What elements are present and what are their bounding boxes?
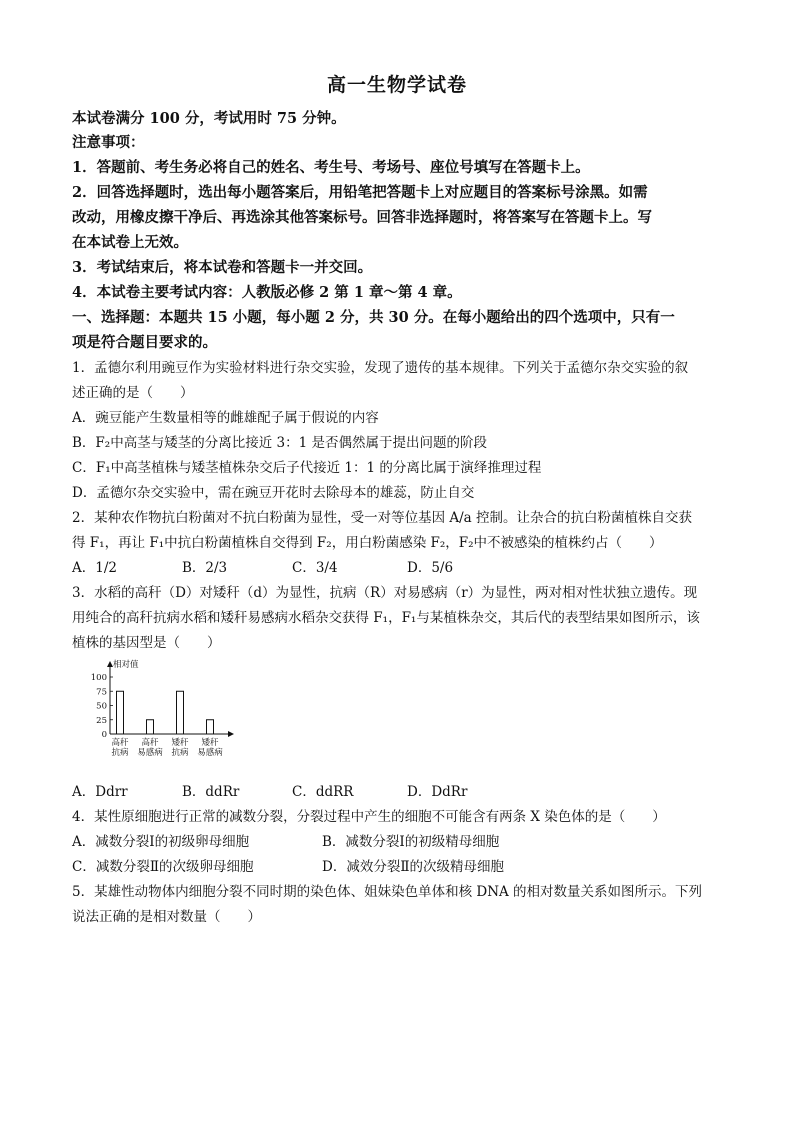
y-tick-label: 0 [101, 730, 107, 740]
bar [207, 720, 214, 734]
q3-stem-3: 植株的基因型是（ ） [72, 635, 221, 651]
x-tick-label: 抗病 [111, 748, 129, 758]
x-axis-arrow [228, 731, 234, 737]
y-tick-label: 100 [90, 673, 107, 683]
q2-option-a: A．1/2 [72, 560, 117, 576]
q2-option-b: B．2/3 [182, 560, 228, 576]
q1-option-c: C．F₁中高茎植株与矮茎植株杂交后子代接近 1：1 的分离比属于演绎推理过程 [72, 460, 542, 476]
x-tick-label: 抗病 [171, 748, 189, 758]
q4-option-c: C．减数分裂Ⅱ的次级卵母细胞 [72, 859, 254, 875]
y-tick-label: 25 [96, 715, 107, 726]
q1-stem-2: 述正确的是（ ） [72, 385, 194, 401]
q3-bar-chart [78, 655, 248, 770]
q3-stem-1: 3．水稻的高秆（D）对矮秆（d）为显性，抗病（R）对易感病（r）为显性，两对相对性状独立遗传。现 [72, 585, 698, 601]
x-tick-label: 高秆 [111, 738, 129, 748]
q4-option-a: A．减数分裂Ⅰ的初级卵母细胞 [72, 834, 250, 850]
notice-heading: 注意事项： [72, 134, 145, 151]
section-heading-cont: 项是符合题目要求的。 [72, 334, 217, 351]
x-tick-label: 易感病 [137, 748, 163, 758]
q1-option-a: A．豌豆能产生数量相等的雌雄配子属于假说的内容 [72, 410, 379, 426]
q1-option-b: B．F₂中高茎与矮茎的分离比接近 3：1 是否偶然属于提出问题的阶段 [72, 435, 487, 451]
x-tick-label: 矮秆 [171, 738, 189, 748]
q3-option-d: D．DdRr [407, 784, 468, 800]
x-tick-label: 矮秆 [201, 738, 219, 748]
q2-option-c: C．3/4 [292, 560, 338, 576]
notice-item-2-cont: 改动，用橡皮擦干净后、再选涂其他答案标号。回答非选择题时，将答案写在答题卡上。写 [72, 209, 652, 226]
q1-option-d: D．孟德尔杂交实验中，需在豌豆开花时去除母本的雄蕊，防止自交 [72, 485, 475, 501]
x-tick-label: 易感病 [197, 748, 223, 758]
section-heading: 一、选择题：本题共 15 小题，每小题 2 分，共 30 分。在每小题给出的四个选项中，只有一 [72, 309, 675, 326]
q2-stem-1: 2．某种农作物抗白粉菌对不抗白粉菌为显性，受一对等位基因 A/a 控制。让杂合的抗白粉菌植株自交获 [72, 510, 693, 526]
notice-item-2-end: 在本试卷上无效。 [72, 234, 188, 251]
bar [117, 691, 124, 734]
q3-option-a: A．Ddrr [72, 784, 128, 800]
bar [147, 720, 154, 734]
y-axis-label: 相对值 [113, 660, 139, 670]
q1-stem-1: 1．孟德尔利用豌豆作为实验材料进行杂交实验，发现了遗传的基本规律。下列关于孟德尔杂交实验的叙 [72, 360, 689, 376]
q3-stem-2: 用纯合的高秆抗病水稻和矮秆易感病水稻杂交获得 F₁，F₁与某植株杂交，其后代的表型结果如图所示，该 [72, 610, 700, 626]
bar [177, 691, 184, 734]
notice-item-1: 1．答题前、考生务必将自己的姓名、考生号、考场号、座位号填写在答题卡上。 [72, 159, 590, 176]
q5-stem-2: 说法正确的是相对数量（ ） [72, 909, 261, 925]
y-tick-label: 50 [96, 701, 107, 712]
page-title: 高一生物学试卷 [326, 74, 467, 96]
y-tick-label: 75 [96, 687, 107, 698]
q4-option-b: B．减数分裂Ⅰ的初级精母细胞 [322, 834, 500, 850]
q5-stem-1: 5．某雄性动物体内细胞分裂不同时期的染色体、姐妹染色单体和核 DNA 的相对数量关系如图所示。下列 [72, 884, 703, 900]
x-tick-label: 高秆 [141, 738, 159, 748]
notice-item-2: 2．回答选择题时，选出每小题答案后，用铅笔把答题卡上对应题目的答案标号涂黑。如需 [72, 184, 648, 201]
q2-stem-2: 得 F₁，再让 F₁中抗白粉菌植株自交得到 F₂，用白粉菌感染 F₂，F₂中不被感染的植株约占（ ） [72, 535, 663, 551]
q4-stem: 4．某性原细胞进行正常的减数分裂，分裂过程中产生的细胞不可能含有两条 X 染色体的是（ ） [72, 809, 666, 825]
exam-info: 本试卷满分 100 分，考试用时 75 分钟。 [72, 110, 346, 127]
notice-item-3: 3．考试结束后，将本试卷和答题卡一并交回。 [72, 259, 373, 276]
q2-option-d: D．5/6 [407, 560, 454, 576]
q3-option-c: C．ddRR [292, 784, 354, 800]
notice-item-4: 4．本试卷主要考试内容：人教版必修 2 第 1 章～第 4 章。 [72, 284, 462, 301]
q3-option-b: B．ddRr [182, 784, 240, 800]
q4-option-d: D．减效分裂Ⅱ的次级精母细胞 [322, 859, 504, 875]
